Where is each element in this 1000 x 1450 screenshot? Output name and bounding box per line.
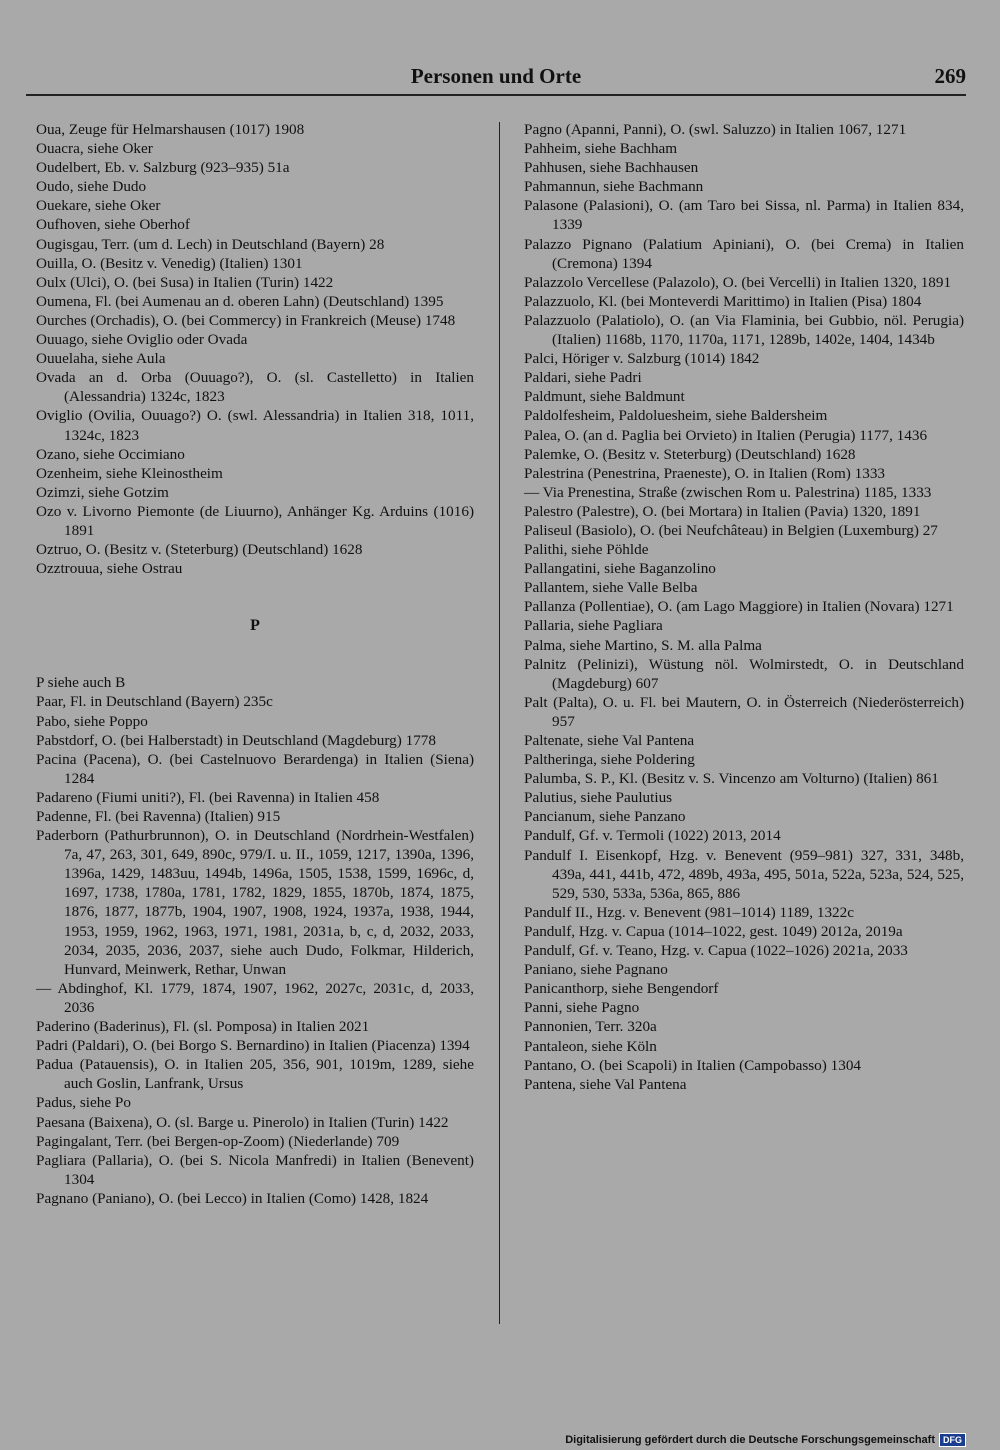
index-entry: Palasone (Palasioni), O. (am Taro bei Sissa, nl. Parma) in Italien 834, 1339	[524, 197, 964, 234]
index-entry: Oufhoven, siehe Oberhof	[36, 216, 190, 234]
index-entry: Pandulf, Gf. v. Teano, Hzg. v. Capua (1022–1026) 2021a, 2033	[524, 942, 908, 960]
index-entry: Paldmunt, siehe Baldmunt	[524, 388, 685, 406]
page-header	[26, 62, 966, 90]
index-entry: Palestrina (Penestrina, Praeneste), O. in Italien (Rom) 1333	[524, 464, 886, 482]
index-entry: Panni, siehe Pagno	[524, 999, 640, 1017]
index-entry: Paderborn (Pathurbrunnon), O. in Deutschland (Nordrhein-Westfalen) 7a, 47, 263, 301, 649, 890c, 979/I. u. II., 1059, 1217, 1390a, 1396, 1396a, 1429, 1483uu, 1494b, 1496a, 1505, 1538, 1599, 1696c, d, 1697, 1738, 1780a, 1781, 1782, 1829, 1855, 1870b, 1874, 1875, 1876, 1877, 1877b, 1904, 1907, 1908, 1924, 1937a, 1938, 1944, 1953, 1959, 1962, 1963, 1971, 1981, 2031a, b, c, d, 2032, 2033, 2034, 2035, 2036, 2037, siehe auch Dudo, Folkmar, Hilderich, Hunvard, Meinwerk, Rethar, Unwan	[36, 827, 474, 978]
index-entry: Paesana (Baixena), O. (sl. Barge u. Pinerolo) in Italien (Turin) 1422	[36, 1113, 449, 1131]
index-entry: Palnitz (Pelinizi), Wüstung nöl. Wolmirstedt, O. in Deutschland (Magdeburg) 607	[524, 655, 964, 692]
index-entry: Palemke, O. (Besitz v. Steterburg) (Deutschland) 1628	[524, 445, 856, 463]
letter-heading: P	[250, 617, 260, 635]
right-column	[524, 120, 964, 1094]
index-entry: Oudelbert, Eb. v. Salzburg (923–935) 51a	[36, 159, 290, 177]
index-entry: Pallangatini, siehe Baganzolino	[524, 560, 716, 578]
index-entry: — Via Prenestina, Straße (zwischen Rom u. Palestrina) 1185, 1333	[524, 483, 932, 501]
index-entry: Palazzuolo (Palatiolo), O. (an Via Flaminia, bei Gubbio, nöl. Perugia) (Italien) 1168b, 1170, 1170a, 1171, 1289b, 1402e, 1404, 1434b	[524, 311, 964, 349]
left-column	[36, 120, 474, 1208]
index-entry: Paldari, siehe Padri	[524, 369, 642, 387]
index-entry: Palea, O. (an d. Paglia bei Orvieto) in Italien (Perugia) 1177, 1436	[524, 426, 928, 444]
index-entry: Pandulf, Hzg. v. Capua (1014–1022, gest. 1049) 2012a, 2019a	[524, 922, 903, 940]
index-entry: Padareno (Fiumi uniti?), Fl. (bei Ravenna) in Italien 458	[36, 788, 380, 806]
column-divider	[499, 122, 500, 1324]
header-rule	[26, 94, 966, 96]
index-entry: Oviglio (Ovilia, Ouuago?) O. (swl. Alessandria) in Italien 318, 1011, 1324c, 1823	[36, 407, 474, 444]
index-entry: Palt (Palta), O. u. Fl. bei Mautern, O. in Österreich (Niederösterreich) 957	[524, 693, 964, 730]
index-entry: Ourches (Orchadis), O. (bei Commercy) in Frankreich (Meuse) 1748	[36, 311, 456, 329]
index-entry: Ouuago, siehe Oviglio oder Ovada	[36, 331, 248, 349]
index-entry: Padenne, Fl. (bei Ravenna) (Italien) 915	[36, 808, 281, 825]
index-entry: Pabstdorf, O. (bei Halberstadt) in Deutschland (Magdeburg) 1778	[36, 731, 436, 749]
index-entry: Paderino (Baderinus), Fl. (sl. Pomposa) in Italien 2021	[36, 1018, 370, 1036]
index-entry: Pantano, O. (bei Scapoli) in Italien (Campobasso) 1304	[524, 1056, 862, 1074]
index-entry: Ozo v. Livorno Piemonte (de Liuurno), Anhänger Kg. Arduins (1016) 1891	[36, 502, 474, 539]
index-entry: Pagliara (Pallaria), O. (bei S. Nicola Manfredi) in Italien (Benevent) 1304	[36, 1151, 474, 1188]
left-entries-o	[36, 120, 474, 578]
index-entry: Oudo, siehe Dudo	[36, 178, 147, 196]
index-entry: Palazzo Pignano (Palatium Apiniani), O. (bei Crema) in Italien (Cremona) 1394	[524, 235, 964, 272]
index-entry: Paldolfesheim, Paldoluesheim, siehe Baldersheim	[524, 407, 828, 425]
index-entry: Oumena, Fl. (bei Aumenau an d. oberen Lahn) (Deutschland) 1395	[36, 292, 444, 310]
index-entry: Ouilla, O. (Besitz v. Venedig) (Italien) 1301	[36, 254, 303, 272]
index-entry: Ozano, siehe Occimiano	[36, 445, 185, 463]
footer-credit	[565, 1433, 966, 1447]
right-entries	[524, 120, 964, 1094]
index-entry: Pandulf I. Eisenkopf, Hzg. v. Benevent (959–981) 327, 331, 348b, 439a, 441, 441b, 472, 489b, 493a, 495, 501a, 522a, 523a, 524, 525, 529, 530, 533a, 536a, 865, 886	[524, 846, 964, 902]
index-entry: Pahheim, siehe Bachham	[524, 140, 678, 158]
index-entry: Paniano, siehe Pagnano	[524, 961, 668, 979]
page-number: 269	[934, 64, 966, 88]
index-entry: Oztruo, O. (Besitz v. (Steterburg) (Deutschland) 1628	[36, 541, 363, 559]
index-entry: Ouekare, siehe Oker	[36, 197, 161, 215]
index-entry: Paliseul (Basiolo), O. (bei Neufchâteau) in Belgien (Luxemburg) 27	[524, 521, 938, 539]
index-entry: Palazzuolo, Kl. (bei Monteverdi Marittimo) in Italien (Pisa) 1804	[524, 292, 922, 310]
index-entry: Padua (Patauensis), O. in Italien 205, 356, 901, 1019m, 1289, siehe auch Goslin, Lanfrank, Ursus	[36, 1056, 474, 1093]
index-entry: Ovada an d. Orba (Ouuago?), O. (sl. Castelletto) in Italien (Alessandria) 1324c, 1823	[36, 369, 474, 406]
index-entry: Ozztrouua, siehe Ostrau	[36, 560, 183, 578]
page-title: Personen und Orte	[410, 64, 582, 88]
index-entry: P siehe auch B	[36, 674, 126, 692]
index-entry: Pahmannun, siehe Bachmann	[524, 178, 704, 196]
index-entry: Palumba, S. P., Kl. (Besitz v. S. Vincenzo am Volturno) (Italien) 861	[524, 770, 939, 788]
index-entry: Palutius, siehe Paulutius	[524, 789, 673, 807]
index-entry: Ouuelaha, siehe Aula	[36, 350, 166, 368]
index-entry: Ozimzi, siehe Gotzim	[36, 483, 169, 501]
index-entry: Pandulf II., Hzg. v. Benevent (981–1014) 1189, 1322c	[524, 903, 854, 921]
index-entry: Ouacra, siehe Oker	[36, 140, 153, 158]
index-entry: Palma, siehe Martino, S. M. alla Palma	[524, 636, 762, 654]
index-entry: Pallanza (Pollentiae), O. (am Lago Maggiore) in Italien (Novara) 1271	[524, 598, 954, 616]
index-entry: Pabo, siehe Poppo	[36, 712, 148, 730]
index-entry: — Abdinghof, Kl. 1779, 1874, 1907, 1962, 2027c, 2031c, d, 2033, 2036	[36, 979, 474, 1016]
index-entry: Pallantem, siehe Valle Belba	[524, 579, 698, 597]
index-entry: Palci, Höriger v. Salzburg (1014) 1842	[524, 350, 760, 368]
index-entry: Paar, Fl. in Deutschland (Bayern) 235c	[36, 693, 273, 711]
index-entry: Oulx (Ulci), O. (bei Susa) in Italien (Turin) 1422	[36, 273, 334, 291]
index-entry: Padus, siehe Po	[36, 1094, 131, 1112]
index-entry: Pagingalant, Terr. (bei Bergen-op-Zoom) (Niederlande) 709	[36, 1132, 400, 1150]
index-entry: Palithi, siehe Pöhlde	[524, 541, 649, 559]
index-entry: Pacina (Pacena), O. (bei Castelnuovo Berardenga) in Italien (Siena) 1284	[36, 750, 474, 787]
index-entry: Pandulf, Gf. v. Termoli (1022) 2013, 2014	[524, 827, 781, 845]
index-entry: Oua, Zeuge für Helmarshausen (1017) 1908	[36, 121, 305, 138]
index-entry: Pantena, siehe Val Pantena	[524, 1075, 687, 1093]
footer-text: Digitalisierung gefördert durch die Deutsche Forschungsgemeinschaft	[565, 1434, 935, 1446]
index-entry: Pagno (Apanni, Panni), O. (swl. Saluzzo) in Italien 1067, 1271	[524, 121, 907, 138]
index-entry: Pallaria, siehe Pagliara	[524, 617, 663, 635]
dfg-logo: DFG	[939, 1433, 966, 1447]
index-entry: Ougisgau, Terr. (um d. Lech) in Deutschland (Bayern) 28	[36, 235, 385, 253]
left-entries-p	[36, 673, 474, 1208]
index-entry: Pagnano (Paniano), O. (bei Lecco) in Italien (Como) 1428, 1824	[36, 1189, 429, 1207]
index-entry: Panicanthorp, siehe Bengendorf	[524, 980, 719, 998]
index-entry: Paltenate, siehe Val Pantena	[524, 732, 695, 749]
index-entry: Palestro (Palestre), O. (bei Mortara) in Italien (Pavia) 1320, 1891	[524, 502, 921, 520]
index-entry: Paltheringa, siehe Poldering	[524, 751, 695, 769]
index-entry: Pancianum, siehe Panzano	[524, 808, 686, 826]
index-entry: Ozenheim, siehe Kleinostheim	[36, 464, 223, 482]
index-entry: Pannonien, Terr. 320a	[524, 1018, 657, 1036]
index-entry: Padri (Paldari), O. (bei Borgo S. Bernardino) in Italien (Piacenza) 1394	[36, 1037, 470, 1055]
index-entry: Pahhusen, siehe Bachhausen	[524, 159, 699, 177]
index-entry: Pantaleon, siehe Köln	[524, 1037, 657, 1055]
index-entry: Palazzolo Vercellese (Palazolo), O. (bei Vercelli) in Italien 1320, 1891	[524, 273, 952, 291]
